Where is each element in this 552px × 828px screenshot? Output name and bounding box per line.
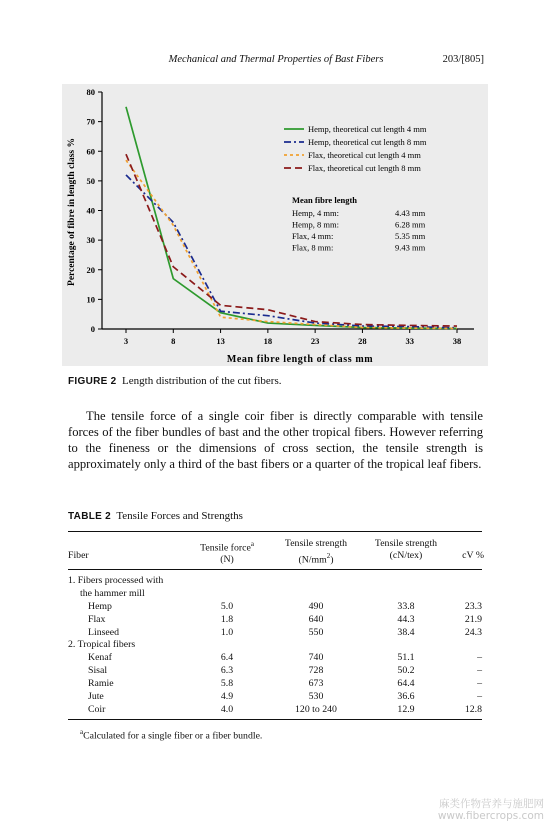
x-tick-label: 13: [216, 336, 225, 346]
cell-tex: 64.4: [397, 678, 415, 689]
cell-force: 6.3: [220, 665, 234, 676]
x-tick-label: 3: [123, 336, 129, 346]
cell-fiber: Coir: [88, 704, 106, 715]
cell-force: 4.9: [220, 691, 234, 702]
y-tick-label: 50: [86, 175, 95, 186]
figure-caption: [68, 375, 488, 387]
legend-label-3: Flax, theoretical cut length 4 mm: [308, 150, 421, 160]
y-tick-label: 20: [86, 264, 95, 275]
footnote-marker: a: [80, 728, 84, 736]
col-header-strength-tex-unit: (cN/tex): [389, 550, 423, 561]
group-label-1a: 1. Fibers processed with: [68, 575, 164, 586]
y-tick-label: 40: [86, 205, 95, 216]
watermark-line-1: 麻类作物营养与施肥网: [439, 798, 544, 810]
y-tick-label: 80: [86, 87, 95, 97]
line-chart: [62, 84, 488, 366]
cell-strength: 740: [308, 652, 324, 663]
figure-caption-text: Length distribution of the cut fibers.: [122, 375, 282, 387]
x-tick-label: 38: [452, 336, 462, 346]
annotation-title: Mean fibre length: [292, 195, 358, 205]
annotation-row-value: 6.28 mm: [395, 219, 426, 230]
y-axis-label: Percentage of fibre in length class %: [67, 138, 77, 286]
figure-label: FIGURE 2: [68, 376, 117, 387]
cell-cv: 21.9: [464, 614, 482, 625]
col-header-strength-sup: 2: [326, 552, 331, 560]
cell-fiber: Flax: [88, 614, 106, 625]
legend-label-4: Flax, theoretical cut length 8 mm: [308, 163, 421, 173]
cell-strength: 530: [308, 691, 324, 702]
annotation-row-value: 9.43 mm: [395, 242, 426, 253]
cell-cv: 23.3: [464, 601, 482, 612]
y-tick-label: 30: [86, 235, 95, 246]
col-header-strength-text: Tensile strength: [284, 538, 348, 549]
table-label: TABLE 2: [68, 511, 112, 522]
x-tick-label: 23: [310, 336, 320, 346]
watermark-line-2: www.fibercrops.com: [437, 810, 544, 822]
col-header-force: [187, 538, 267, 566]
legend-label-2: Hemp, theoretical cut length 8 mm: [308, 137, 427, 147]
cell-strength: 640: [308, 614, 324, 625]
x-axis-label: Mean fibre length of class mm: [226, 354, 374, 365]
annotation-row-label: Hemp, 8 mm:: [292, 219, 339, 230]
cell-fiber: Hemp: [88, 601, 112, 612]
watermark: [438, 798, 544, 822]
figure-chart: [62, 84, 488, 366]
cell-force: 4.0: [220, 704, 234, 715]
cell-strength: 550: [308, 627, 324, 638]
col-header-strength-tex-text: Tensile strength: [374, 538, 438, 549]
cell-tex: 12.9: [397, 704, 415, 715]
cell-cv: –: [477, 678, 482, 689]
cell-force: 1.0: [220, 627, 234, 638]
group-label-1b: the hammer mill: [80, 588, 145, 599]
cell-cv: 24.3: [464, 627, 482, 638]
running-title: Mechanical and Thermal Properties of Bast Fibers: [168, 54, 384, 65]
cell-fiber: Sisal: [88, 665, 108, 676]
col-header-strength: [270, 538, 362, 566]
x-tick-label: 18: [263, 336, 273, 346]
x-tick-label: 33: [405, 336, 414, 346]
cell-force: 6.4: [220, 652, 234, 663]
annotation-row-label: Hemp, 4 mm:: [292, 208, 339, 218]
col-header-cv: cV %: [462, 550, 484, 561]
col-header-force-unit: (N): [220, 554, 234, 566]
cell-fiber: Ramie: [88, 678, 114, 689]
table-bottom-rule: [68, 719, 482, 720]
page-number: 203/[805]: [442, 54, 484, 65]
cell-strength: 673: [308, 678, 324, 689]
col-header-force-sup: a: [250, 540, 254, 548]
y-tick-label: 60: [86, 146, 95, 157]
cell-tex: 51.1: [397, 652, 415, 663]
table-top-rule: [68, 531, 482, 532]
annotation-row-label: Flax, 8 mm:: [292, 242, 334, 253]
table-title-text: Tensile Forces and Strengths: [116, 510, 243, 522]
cell-cv: –: [477, 691, 482, 702]
table-footnote: [80, 728, 262, 741]
x-tick-label: 8: [171, 336, 176, 346]
cell-cv: 12.8: [464, 704, 482, 715]
col-header-strength-tex: [360, 538, 452, 562]
cell-cv: –: [477, 665, 482, 676]
y-tick-label: 10: [86, 294, 95, 305]
annotation-row-label: Flax, 4 mm:: [292, 231, 334, 241]
cell-fiber: Jute: [88, 691, 104, 702]
annotation-row-value: 5.35 mm: [395, 231, 426, 241]
table-header-rule: [68, 569, 482, 570]
cell-tex: 33.8: [397, 601, 415, 612]
x-tick-label: 28: [358, 336, 367, 346]
group-label-2: 2. Tropical fibers: [68, 639, 136, 650]
cell-tex: 44.3: [397, 614, 415, 625]
cell-fiber: Kenaf: [88, 652, 112, 663]
body-paragraph: The tensile force of a single coir fiber is directly comparable with tensile forces of the fiber bundles of bast and the other tropical fibers. However referring to the fineness or the dimensions of cross section, the tensile strength is approximately only a third of the bast fibers or a quarter of the tropical leaf fibers.: [68, 409, 483, 471]
cell-force: 5.8: [220, 678, 234, 689]
y-tick-label: 70: [86, 116, 95, 127]
legend-label-1: Hemp, theoretical cut length 4 mm: [308, 124, 427, 134]
table-title: [68, 510, 243, 522]
cell-strength: 728: [308, 665, 324, 676]
cell-tex: 36.6: [397, 691, 415, 702]
col-header-strength-unit-close: ): [330, 554, 334, 566]
col-header-force-text: Tensile force: [200, 542, 251, 554]
cell-strength: 120 to 240: [295, 704, 337, 715]
cell-strength: 490: [308, 601, 324, 612]
y-tick-label: 0: [90, 324, 95, 334]
cell-force: 1.8: [220, 614, 234, 625]
annotation-row-value: 4.43 mm: [395, 208, 426, 218]
cell-tex: 38.4: [397, 627, 415, 638]
col-header-fiber: Fiber: [68, 550, 89, 561]
cell-fiber: Linseed: [88, 627, 120, 638]
cell-tex: 50.2: [397, 665, 415, 676]
cell-force: 5.0: [220, 601, 234, 612]
cell-cv: –: [477, 652, 482, 663]
footnote-text: Calculated for a single fiber or a fiber bundle.: [83, 730, 263, 742]
col-header-strength-unit: (N/mm: [298, 554, 327, 566]
